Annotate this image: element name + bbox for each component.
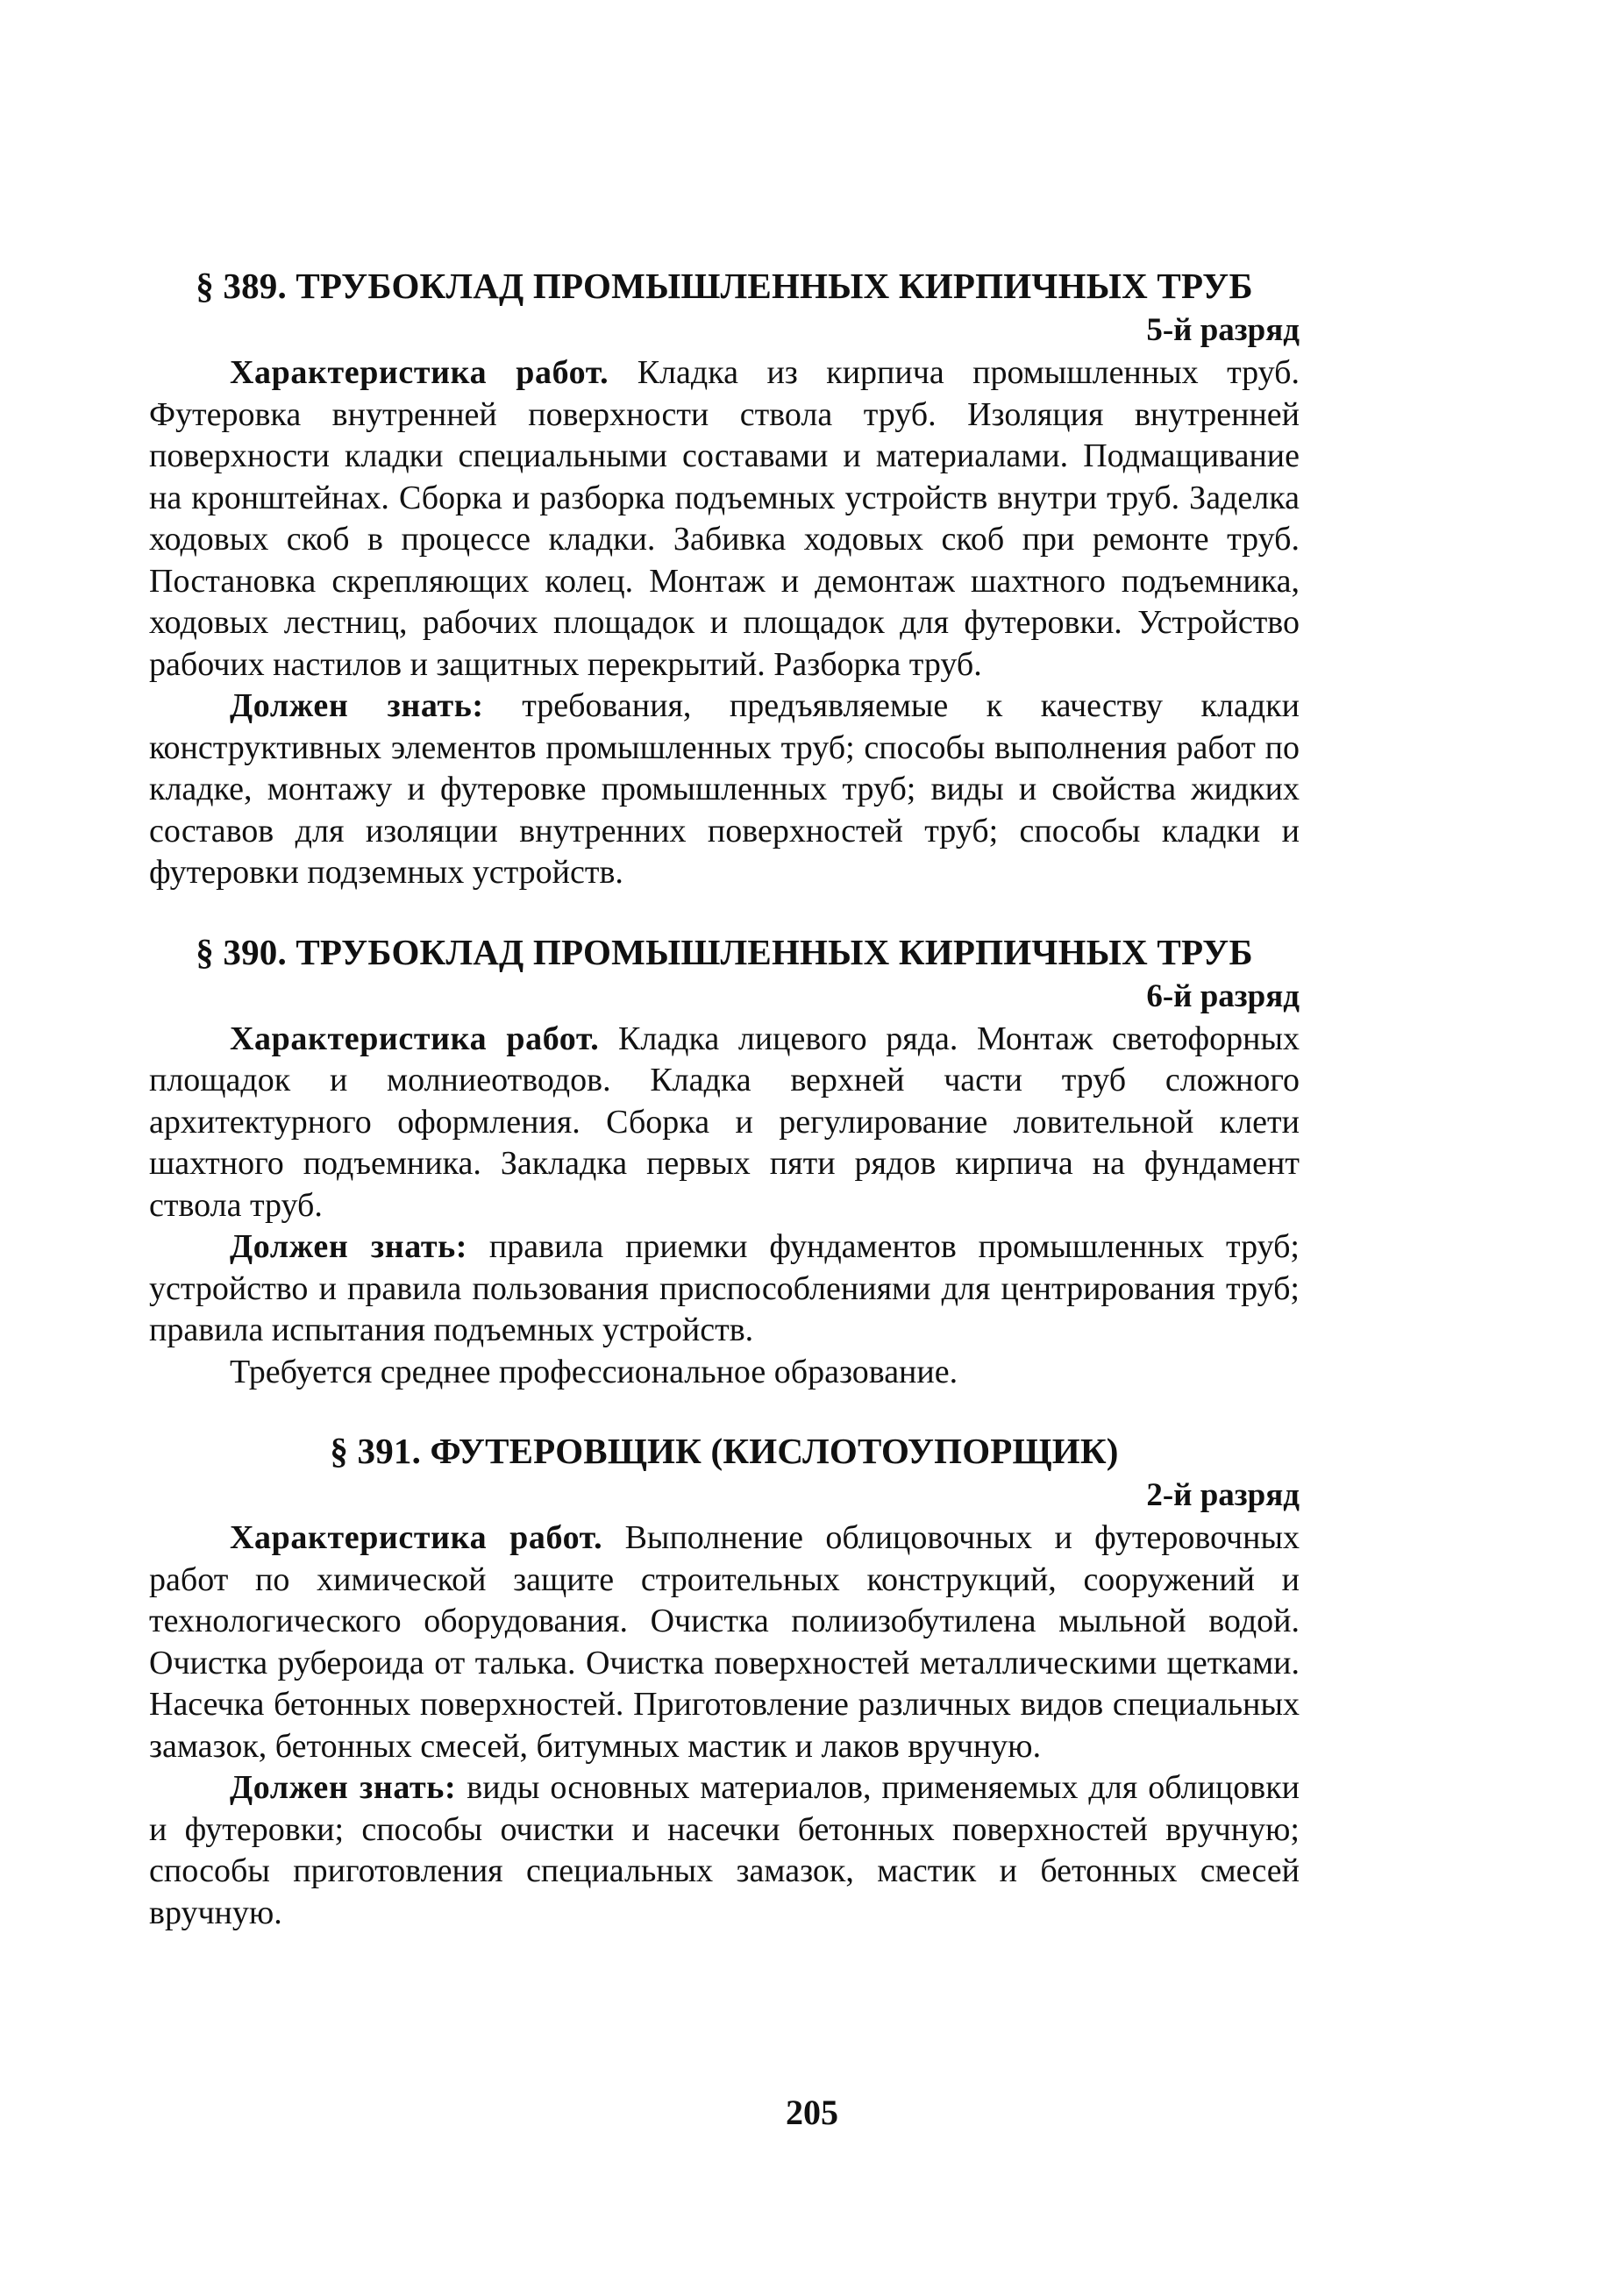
paragraph-text: виды основных материалов, применяемых для облицовки и футеровки; способы очистки и насечки бетонных поверхностей вручную; способы приготовления специальных замазок, мастик и бетонных смесей вручную. <box>149 1769 1300 1931</box>
paragraph-label: Должен знать: <box>230 1228 468 1265</box>
page-number: 205 <box>786 2093 838 2132</box>
section-title: § 391. ФУТЕРОВЩИК (КИСЛОТОУПОРЩИК) <box>330 1431 1119 1471</box>
required-knowledge-paragraph <box>149 1226 1300 1352</box>
rank-label: 2-й разряд <box>1146 1477 1300 1513</box>
required-knowledge-paragraph <box>149 1767 1300 1934</box>
section-390 <box>149 929 1300 1394</box>
required-knowledge-paragraph <box>149 686 1300 894</box>
paragraph-label: Характеристика работ. <box>230 354 609 391</box>
work-characteristics-paragraph <box>149 352 1300 686</box>
rank-label: 6-й разряд <box>1146 977 1300 1014</box>
paragraph-text: Выполнение облицовочных и футеровочных работ по химической защите строительных конструкций, сооружений и технологического оборудования. Очистка полиизобутилена мыльной водой. Очистка рубероида от талька. Очистка поверхностей металлическими щетками. Насечка бетонных поверхностей. Приготовление различных видов специальных замазок, бетонных смесей, битумных мастик и лаков вручную. <box>149 1519 1300 1765</box>
section-391 <box>149 1428 1300 1934</box>
paragraph-text: требования, предъявляемые к качеству кладки конструктивных элементов промышленных труб; способы выполнения работ по кладке, монтажу и футеровке промышленных труб; виды и свойства жидких составов для изоляции внутренних поверхностей труб; способы кладки и футеровки подземных устройств. <box>149 687 1300 891</box>
document-page <box>149 263 1300 1934</box>
paragraph-text: Кладка из кирпича промышленных труб. Футеровка внутренней поверхности ствола труб. Изоляция внутренней поверхности кладки специальными составами и материалами. Подмащивание на кронштейнах. Сборка и разборка подъемных устройств внутри труб. Заделка ходовых скоб в процессе кладки. Забивка ходовых скоб при ремонте труб. Постановка скрепляющих колец. Монтаж и демонтаж шахтного подъемника, ходовых лестниц, рабочих площадок и площадок для футеровки. Устройство рабочих настилов и защитных перекрытий. Разборка труб. <box>149 354 1300 683</box>
section-title: § 389. ТРУБОКЛАД ПРОМЫШЛЕННЫХ КИРПИЧНЫХ ТРУБ <box>196 266 1253 306</box>
section-389 <box>149 263 1300 894</box>
rank-label: 5-й разряд <box>1146 312 1300 348</box>
paragraph-text: Кладка лицевого ряда. Монтаж светофорных площадок и молниеотводов. Кладка верхней части труб сложного архитектурного оформления. Сборка и регулирование ловительной клети шахтного подъемника. Закладка первых пяти рядов кирпича на фундамент ствола труб. <box>149 1020 1300 1224</box>
paragraph-label: Характеристика работ. <box>230 1020 600 1057</box>
paragraph-label: Характеристика работ. <box>230 1519 603 1556</box>
section-title: § 390. ТРУБОКЛАД ПРОМЫШЛЕННЫХ КИРПИЧНЫХ ТРУБ <box>196 931 1253 972</box>
paragraph-text: правила приемки фундаментов промышленных труб; устройство и правила пользования приспособлениями для центрирования труб; правила испытания подъемных устройств. <box>149 1228 1300 1348</box>
education-requirement-paragraph <box>149 1352 1300 1394</box>
work-characteristics-paragraph <box>149 1518 1300 1767</box>
paragraph-text: Требуется среднее профессиональное образование. <box>230 1353 958 1390</box>
work-characteristics-paragraph <box>149 1019 1300 1227</box>
paragraph-label: Должен знать: <box>230 687 484 724</box>
paragraph-label: Должен знать: <box>230 1769 457 1806</box>
